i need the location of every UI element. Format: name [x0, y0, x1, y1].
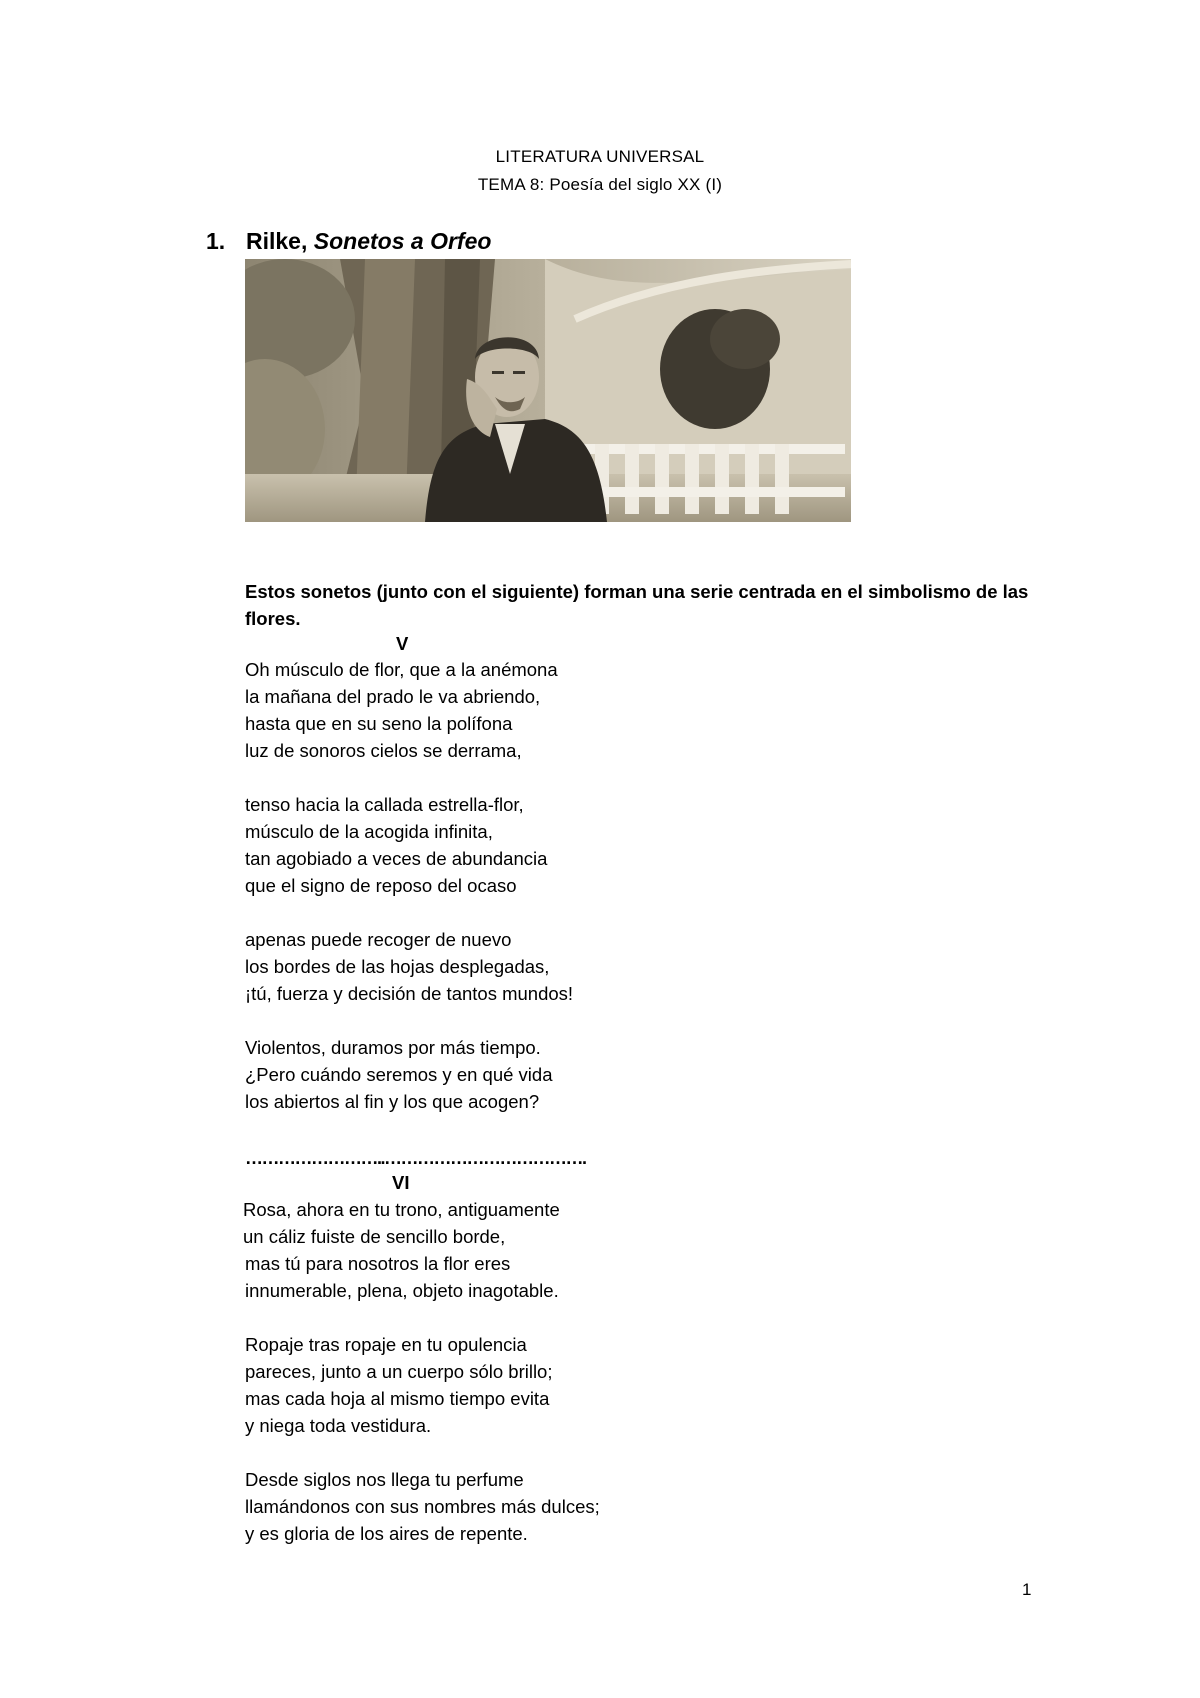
poem-line: y niega toda vestidura.	[245, 1415, 432, 1436]
separator-dots: ……………………..……………………………….	[245, 1148, 586, 1168]
poem-line: los bordes de las hojas desplegadas,	[245, 956, 550, 977]
poem-line: Desde siglos nos llega tu perfume	[245, 1469, 524, 1490]
portrait-photo	[245, 259, 851, 522]
poem-line: un cáliz fuiste de sencillo borde,	[243, 1226, 506, 1247]
sonnet-vi-number: VI	[392, 1172, 410, 1193]
poem-line: tan agobiado a veces de abundancia	[245, 848, 548, 869]
poem-line: la mañana del prado le va abriendo,	[245, 686, 541, 707]
poem-line: innumerable, plena, objeto inagotable.	[245, 1280, 559, 1301]
sonnet-v-number: V	[396, 633, 409, 654]
poem-line: Ropaje tras ropaje en tu opulencia	[245, 1334, 527, 1355]
poem-line: Oh músculo de flor, que a la anémona	[245, 659, 558, 680]
poem-line: los abiertos al fin y los que acogen?	[245, 1091, 540, 1112]
section-author: Rilke,	[246, 228, 308, 254]
poem-line: y es gloria de los aires de repente.	[245, 1523, 528, 1544]
poem-line: hasta que en su seno la polífona	[245, 713, 513, 734]
poem-line: que el signo de reposo del ocaso	[245, 875, 517, 896]
poem-line: músculo de la acogida infinita,	[245, 821, 493, 842]
poem-line: pareces, junto a un cuerpo sólo brillo;	[245, 1361, 553, 1382]
poem-line: ¡tú, fuerza y decisión de tantos mundos!	[245, 983, 574, 1004]
poem-line: ¿Pero cuándo seremos y en qué vida	[245, 1064, 553, 1085]
topic-title: TEMA 8: Poesía del siglo XX (I)	[477, 175, 723, 194]
poem-line: Violentos, duramos por más tiempo.	[245, 1037, 541, 1058]
poem-line: luz de sonoros cielos se derrama,	[245, 740, 522, 761]
section-work: Sonetos a Orfeo	[313, 228, 492, 254]
poem-line: llamándonos con sus nombres más dulces;	[245, 1496, 600, 1517]
intro-paragraph: Estos sonetos (junto con el siguiente) forman una serie centrada en el simbolismo de las flores.	[245, 581, 1029, 629]
section-number: 1.	[206, 228, 226, 254]
section-heading	[206, 228, 491, 255]
poem-line: mas cada hoja al mismo tiempo evita	[245, 1388, 550, 1409]
course-title: LITERATURA UNIVERSAL	[495, 147, 705, 166]
poem-line: Rosa, ahora en tu trono, antiguamente	[243, 1199, 560, 1220]
poem-line: apenas puede recoger de nuevo	[245, 929, 512, 950]
poem-line: tenso hacia la callada estrella-flor,	[245, 794, 524, 815]
poem-line: mas tú para nosotros la flor eres	[245, 1253, 511, 1274]
page-number: 1	[1022, 1580, 1032, 1599]
portrait-photo-icon	[245, 259, 851, 522]
